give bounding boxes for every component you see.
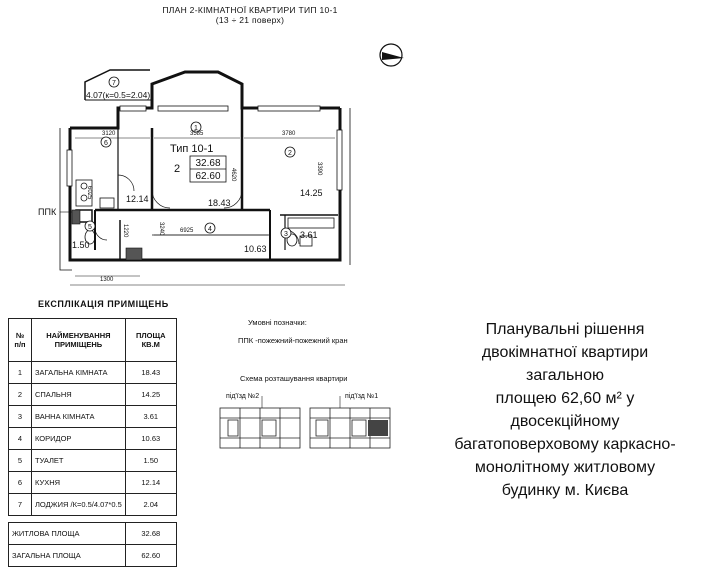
- table-row: [9, 428, 177, 450]
- living-area-row: [9, 523, 177, 545]
- dim-4620: 4620: [230, 168, 236, 182]
- dim-3240: 3240: [158, 222, 164, 236]
- plan-title-line2: (13 ÷ 21 поверх): [215, 15, 285, 25]
- table-row: [9, 472, 177, 494]
- fixtures: [76, 180, 334, 246]
- section-2-label: під'їзд №2: [226, 393, 260, 400]
- row-area: 10.63: [125, 428, 176, 450]
- highlighted-apartment: [368, 420, 388, 436]
- row-name: СПАЛЬНЯ: [32, 384, 126, 406]
- explication-title: ЕКСПЛІКАЦІЯ ПРИМІЩЕНЬ: [38, 299, 169, 309]
- apartment-type-box: [170, 143, 226, 182]
- dim-3120: 3120: [102, 131, 116, 137]
- row-name: ЛОДЖИЯ /К=0.5/4.07*0.5: [32, 494, 126, 516]
- rooms-count: 2: [174, 163, 181, 175]
- room-marker-1: 1: [194, 125, 198, 132]
- header-name: НАЙМЕНУВАННЯ ПРИМІЩЕНЬ: [32, 319, 126, 362]
- row-name: КУХНЯ: [32, 472, 126, 494]
- header-num: № п/п: [9, 319, 32, 362]
- row-name: ВАННА КІМНАТА: [32, 406, 126, 428]
- row-num: 7: [9, 494, 32, 516]
- table-row: [9, 494, 177, 516]
- living-area-total: 32.68: [125, 523, 176, 545]
- caption-line: двосекційному: [510, 413, 620, 430]
- caption-line: монолітному житловому: [474, 459, 656, 476]
- loggia-area-label: 4.07(к=0.5=2.04): [86, 90, 151, 100]
- dim-1220: 1220: [122, 224, 128, 238]
- legend-title: Умовні позначки:: [248, 318, 307, 327]
- section-1-label: під'їзд №1: [345, 393, 379, 400]
- row-num: 2: [9, 384, 32, 406]
- living-area-label: ЖИТЛОВА ПЛОЩА: [9, 523, 126, 545]
- table-spacer: [9, 516, 177, 523]
- total-area-label: ЗАГАЛЬНА ПЛОЩА: [9, 545, 126, 567]
- row-name: ЗАГАЛЬНА КІМНАТА: [32, 362, 126, 384]
- living-room-area: 18.43: [208, 198, 231, 208]
- plan-title-line1: ПЛАН 2-КІМНАТНОЇ КВАРТИРИ ТИП 10-1: [162, 5, 338, 15]
- caption-line: будинку м. Києва: [501, 482, 629, 499]
- caption-line: багатоповерховому каркасно-: [454, 436, 676, 453]
- building-scheme: [220, 408, 390, 448]
- scheme-title: Схема розташування квартири: [240, 374, 348, 383]
- row-num: 3: [9, 406, 32, 428]
- dim-3780: 3780: [282, 131, 296, 137]
- ppk-label: ППК: [38, 207, 57, 217]
- row-num: 5: [9, 450, 32, 472]
- room-marker-4: 4: [208, 226, 212, 233]
- row-num: 1: [9, 362, 32, 384]
- row-name: ТУАЛЕТ: [32, 450, 126, 472]
- room-marker-2: 2: [288, 150, 292, 157]
- row-name: КОРИДОР: [32, 428, 126, 450]
- north-arrow-icon: [380, 44, 404, 66]
- legend-ppk: ППК -пожежний-пожежний кран: [238, 336, 348, 345]
- total-area-row: [9, 545, 177, 567]
- living-area-value: 32.68: [195, 158, 221, 169]
- caption-line: загальною: [525, 367, 605, 384]
- row-area: 18.43: [125, 362, 176, 384]
- dim-1300: 1300: [100, 277, 114, 283]
- room-marker-3: 3: [284, 231, 288, 238]
- table-row: [9, 362, 177, 384]
- dim-3585: 3585: [190, 131, 204, 137]
- dim-3390: 3390: [316, 162, 322, 176]
- caption-line: площею 62,60 м² у: [495, 390, 635, 407]
- ventilation-shafts: [72, 210, 142, 260]
- caption-line: двокімнатної квартири: [481, 344, 649, 361]
- row-area: 12.14: [125, 472, 176, 494]
- row-area: 1.50: [125, 450, 176, 472]
- total-area-total: 62.60: [125, 545, 176, 567]
- dim-6925: 6925: [180, 228, 194, 234]
- bedroom-area: 14.25: [300, 188, 323, 198]
- row-area: 3.61: [125, 406, 176, 428]
- row-num: 6: [9, 472, 32, 494]
- table-row: [9, 406, 177, 428]
- header-area: ПЛОЩА КВ.М: [125, 319, 176, 362]
- kitchen-area: 12.14: [126, 194, 149, 204]
- room-marker-7: 7: [112, 80, 116, 87]
- toilet-area: 1.50: [72, 240, 90, 250]
- slide-caption: [420, 318, 710, 502]
- row-area: 14.25: [125, 384, 176, 406]
- dim-6025: 6025: [86, 186, 92, 200]
- bathroom-area: 3.61: [300, 230, 318, 240]
- corridor-area: 10.63: [244, 244, 267, 254]
- row-num: 4: [9, 428, 32, 450]
- table-header-row: [9, 319, 177, 362]
- table-row: [9, 384, 177, 406]
- table-row: [9, 450, 177, 472]
- room-marker-5: 5: [88, 224, 92, 231]
- caption-line: Планувальні рішення: [485, 321, 645, 338]
- row-area: 2.04: [125, 494, 176, 516]
- explication-table: [8, 318, 177, 567]
- total-area-value: 62.60: [195, 171, 221, 182]
- room-marker-6: 6: [104, 140, 108, 147]
- apartment-type-label: Тип 10-1: [170, 143, 214, 155]
- scheme-leader-lines: [262, 396, 340, 408]
